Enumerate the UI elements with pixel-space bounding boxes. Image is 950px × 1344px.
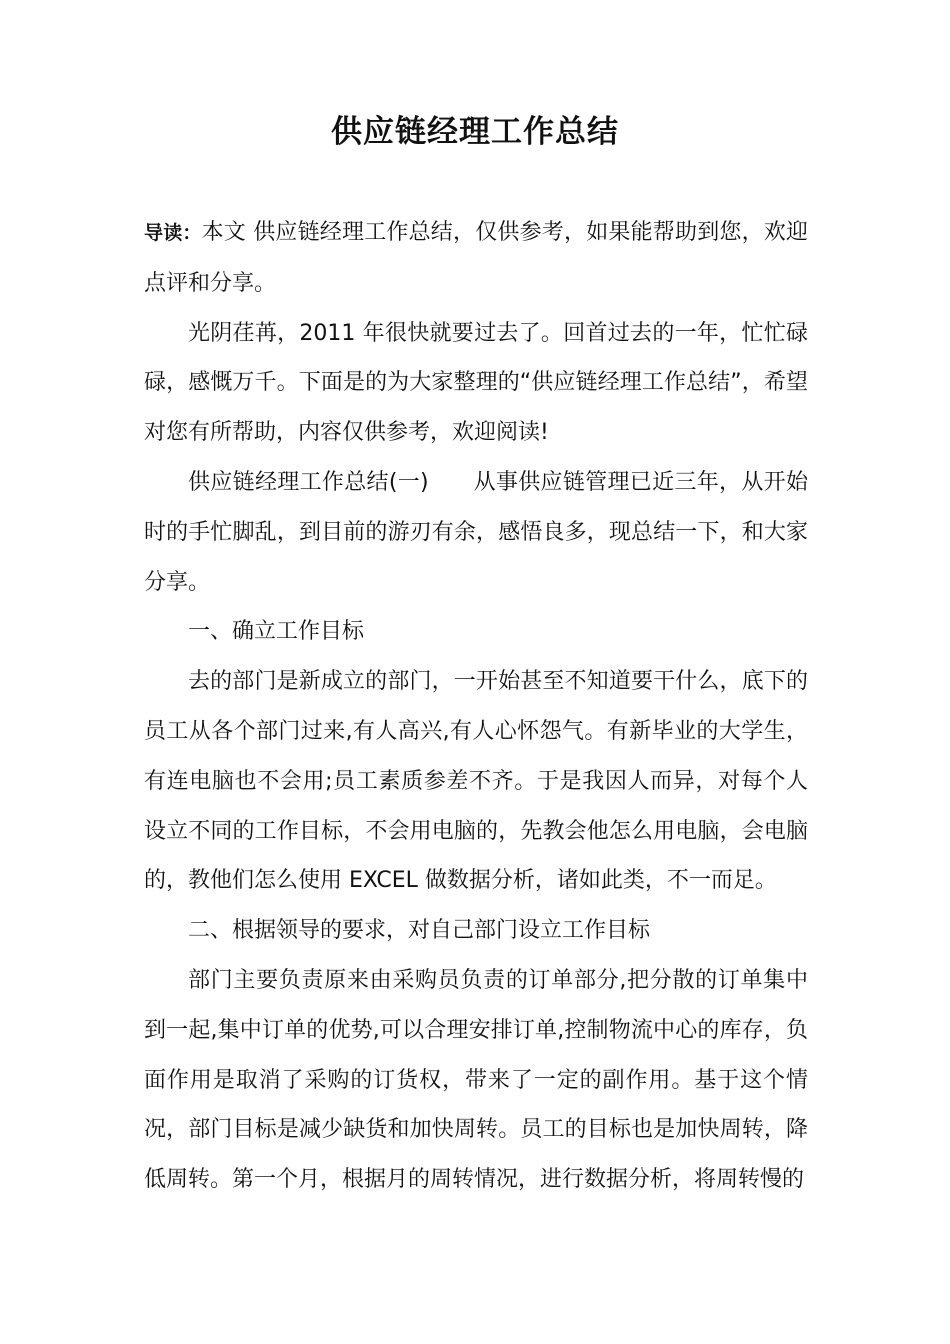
document-body xyxy=(144,208,808,1205)
section-heading-2: 二、根据领导的要求，对自己部门设立工作目标 xyxy=(188,918,651,944)
section-2-paragraph: 部门主要负责原来由采购员负责的订单部分,把分散的订单集中到一起,集中订单的优势,可以合理安排订单,控制物流中心的库存，负面作用是取消了采购的订货权，带来了一定的副作用。基于这个情况，部门目标是减少缺货和加快周转。员工的目标也是加快周转，降低周转。第一个月，根据月的周转情况，进行数据分析，将周转慢的 xyxy=(144,967,808,1193)
summary-one-paragraph: 供应链经理工作总结(一) 从事供应链管理已近三年，从开始时的手忙脚乱，到目前的游刃有余，感悟良多，现总结一下，和大家分享。 xyxy=(144,469,808,595)
section-heading-1: 一、确立工作目标 xyxy=(188,619,365,645)
lead-paragraph xyxy=(144,208,808,309)
intro-paragraph: 光阴荏苒，2011 年很快就要过去了。回首过去的一年，忙忙碌碌，感慨万千。下面是的为大家整理的“供应链经理工作总结”，希望对您有所帮助，内容仅供参考，欢迎阅读! xyxy=(144,320,808,446)
section-1-paragraph: 去的部门是新成立的部门，一开始甚至不知道要干什么，底下的员工从各个部门过来,有人高兴,有人心怀怨气。有新毕业的大学生，有连电脑也不会用;员工素质参差不齐。于是我因人而异，对每个人设立不同的工作目标，不会用电脑的，先教会他怎么用电脑，会电脑的，教他们怎么使用 EXCEL 做数据分析，诸如此类，不一而足。 xyxy=(144,669,808,894)
lead-text: 本文 供应链经理工作总结，仅供参考，如果能帮助到您，欢迎点评和分享。 xyxy=(144,220,808,296)
lead-label: 导读： xyxy=(144,222,202,244)
document-title: 供应链经理工作总结 xyxy=(331,114,619,150)
